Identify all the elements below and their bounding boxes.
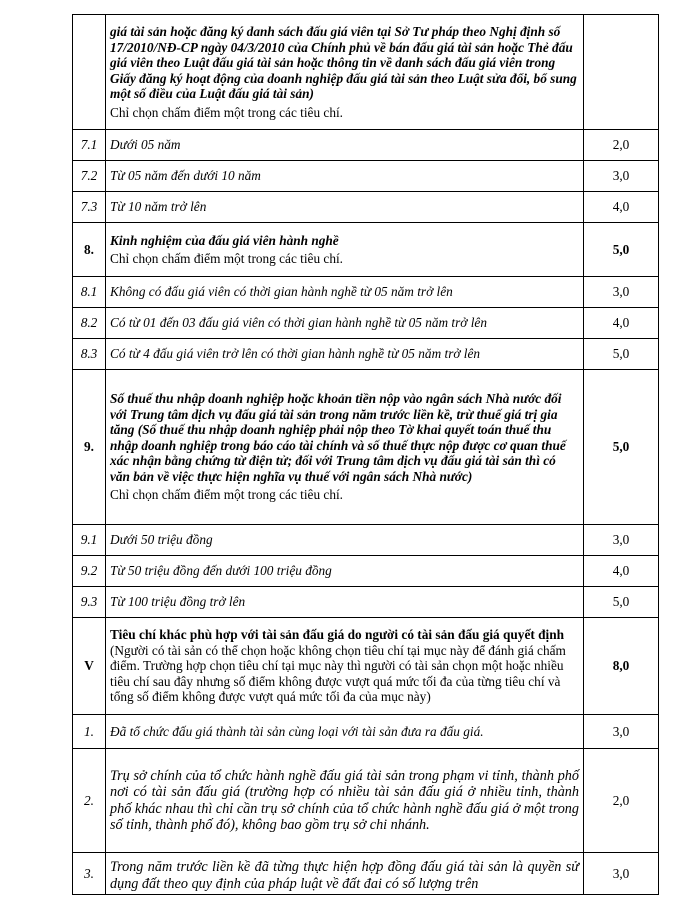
criterion-note: Chỉ chọn chấm điểm một trong các tiêu chí.: [110, 251, 344, 266]
criterion-text: Có từ 4 đấu giá viên trở lên có thời gian hành nghề từ 05 năm trở lên: [106, 339, 584, 370]
score-cell: 3,0: [584, 853, 659, 895]
score-cell: 3,0: [584, 525, 659, 556]
criterion-note: (Người có tài sản có thể chọn hoặc không chọn tiêu chí tại mục này để đánh giá chấm điểm. Trường hợp chọn tiêu chí tại mục này thì người có tài sản chọn một hoặc nhiều tiêu chí sau đây nhưng số điểm không được vượt quá mức tối đa của từng tiêu chí và tổng số điểm không được vượt quá mức tối đa của mục này): [110, 642, 566, 705]
criterion-text: Không có đấu giá viên có thời gian hành nghề từ 05 năm trở lên: [106, 277, 584, 308]
table-row: [73, 308, 659, 339]
row-number: 7.1: [73, 130, 106, 161]
criterion-note: Chỉ chọn chấm điểm một trong các tiêu chí.: [110, 104, 344, 120]
table-row: [73, 618, 659, 715]
criterion-title: Số thuế thu nhập doanh nghiệp hoặc khoản tiền nộp vào ngân sách Nhà nước đối với Trung tâm dịch vụ đấu giá tài sản trong năm trước liền kề, trừ thuế giá trị gia tăng (Số thuế thu nhập doanh nghiệp phải nộp theo Tờ khai quyết toán thuế thu nhập doanh nghiệp trong báo cáo tài chính và số thuế thực nộp được cơ quan thuế xác nhận bằng chứng từ điện tử; đối với Trung tâm dịch vụ đấu giá tài sản thì có văn bản về việc thực hiện nghĩa vụ thuế với ngân sách Nhà nước): [110, 391, 566, 484]
criterion-text: Đã tổ chức đấu giá thành tài sản cùng loại với tài sản đưa ra đấu giá.: [106, 715, 584, 749]
score-cell: 3,0: [584, 161, 659, 192]
table-row: [73, 339, 659, 370]
score-cell: 3,0: [584, 715, 659, 749]
criterion-title: Tiêu chí khác phù hợp với tài sản đấu giá do người có tài sản đấu giá quyết định: [110, 627, 564, 643]
table-row: [73, 15, 659, 130]
row-number: [73, 15, 106, 130]
table-row: [73, 130, 659, 161]
score-cell: 8,0: [584, 618, 659, 715]
criterion-cell: [106, 15, 584, 130]
score-cell: 5,0: [584, 339, 659, 370]
row-number: 8.1: [73, 277, 106, 308]
table-row: [73, 853, 659, 895]
criterion-cell: [106, 370, 584, 525]
table-row: [73, 277, 659, 308]
score-cell: 4,0: [584, 308, 659, 339]
criterion-title: Kinh nghiệm của đấu giá viên hành nghề: [110, 232, 339, 248]
criterion-text: Từ 50 triệu đồng đến dưới 100 triệu đồng: [106, 556, 584, 587]
criterion-text: Từ 100 triệu đồng trở lên: [106, 587, 584, 618]
table-row: [73, 749, 659, 853]
table-row: [73, 715, 659, 749]
criterion-text: Dưới 05 năm: [106, 130, 584, 161]
table-row: [73, 192, 659, 223]
row-number: 8.2: [73, 308, 106, 339]
score-cell: 5,0: [584, 370, 659, 525]
criterion-text: Có từ 01 đến 03 đấu giá viên có thời gian hành nghề từ 05 năm trở lên: [106, 308, 584, 339]
criterion-title: giá tài sản hoặc đăng ký danh sách đấu giá viên tại Sở Tư pháp theo Nghị định số 17/2010/NĐ-CP ngày 04/3/2010 của Chính phủ về bán đấu giá tài sản hoặc Thẻ đấu giá viên theo Luật đấu giá tài sản hoặc thông tin về danh sách đấu giá viên trong Giấy đăng ký hoạt động của doanh nghiệp đấu giá tài sản theo Luật sửa đổi, bổ sung một số điều của Luật đấu giá tài sản): [110, 24, 577, 101]
row-number: 9.3: [73, 587, 106, 618]
row-number: 1.: [73, 715, 106, 749]
row-number: V: [73, 618, 106, 715]
table-row: [73, 587, 659, 618]
criterion-text: Trong năm trước liền kề đã từng thực hiện hợp đồng đấu giá tài sản là quyền sử dụng đất theo quy định của pháp luật về đất đai có số lượng trên: [106, 853, 584, 895]
score-cell: 5,0: [584, 587, 659, 618]
row-number: 9.2: [73, 556, 106, 587]
table-row: [73, 370, 659, 525]
row-number: 7.3: [73, 192, 106, 223]
score-cell: [584, 15, 659, 130]
row-number: 7.2: [73, 161, 106, 192]
criterion-text: Từ 10 năm trở lên: [106, 192, 584, 223]
row-number: 3.: [73, 853, 106, 895]
criterion-note: Chỉ chọn chấm điểm một trong các tiêu chí.: [110, 487, 344, 503]
row-number: 9.1: [73, 525, 106, 556]
score-cell: 2,0: [584, 130, 659, 161]
row-number: 9.: [73, 370, 106, 525]
criterion-text: Dưới 50 triệu đồng: [106, 525, 584, 556]
table-row: [73, 525, 659, 556]
scoring-criteria-table: [72, 14, 659, 895]
criterion-text: Trụ sở chính của tổ chức hành nghề đấu giá tài sản trong phạm vi tỉnh, thành phố nơi có tài sản đấu giá (trường hợp có nhiều tài sản đấu giá ở nhiều tỉnh, thành phố khác nhau thì chỉ cần trụ sở chính của tổ chức hành nghề đấu giá ở một trong số tỉnh, thành phố đó), không bao gồm trụ sở chi nhánh.: [106, 749, 584, 853]
row-number: 8.3: [73, 339, 106, 370]
score-cell: 3,0: [584, 277, 659, 308]
table-row: [73, 223, 659, 277]
score-cell: 4,0: [584, 192, 659, 223]
score-cell: 4,0: [584, 556, 659, 587]
criterion-cell: [106, 618, 584, 715]
row-number: 2.: [73, 749, 106, 853]
criterion-cell: [106, 223, 584, 277]
row-number: 8.: [73, 223, 106, 277]
criterion-text: Từ 05 năm đến dưới 10 năm: [106, 161, 584, 192]
score-cell: 2,0: [584, 749, 659, 853]
score-cell: 5,0: [584, 223, 659, 277]
table-row: [73, 161, 659, 192]
table-row: [73, 556, 659, 587]
